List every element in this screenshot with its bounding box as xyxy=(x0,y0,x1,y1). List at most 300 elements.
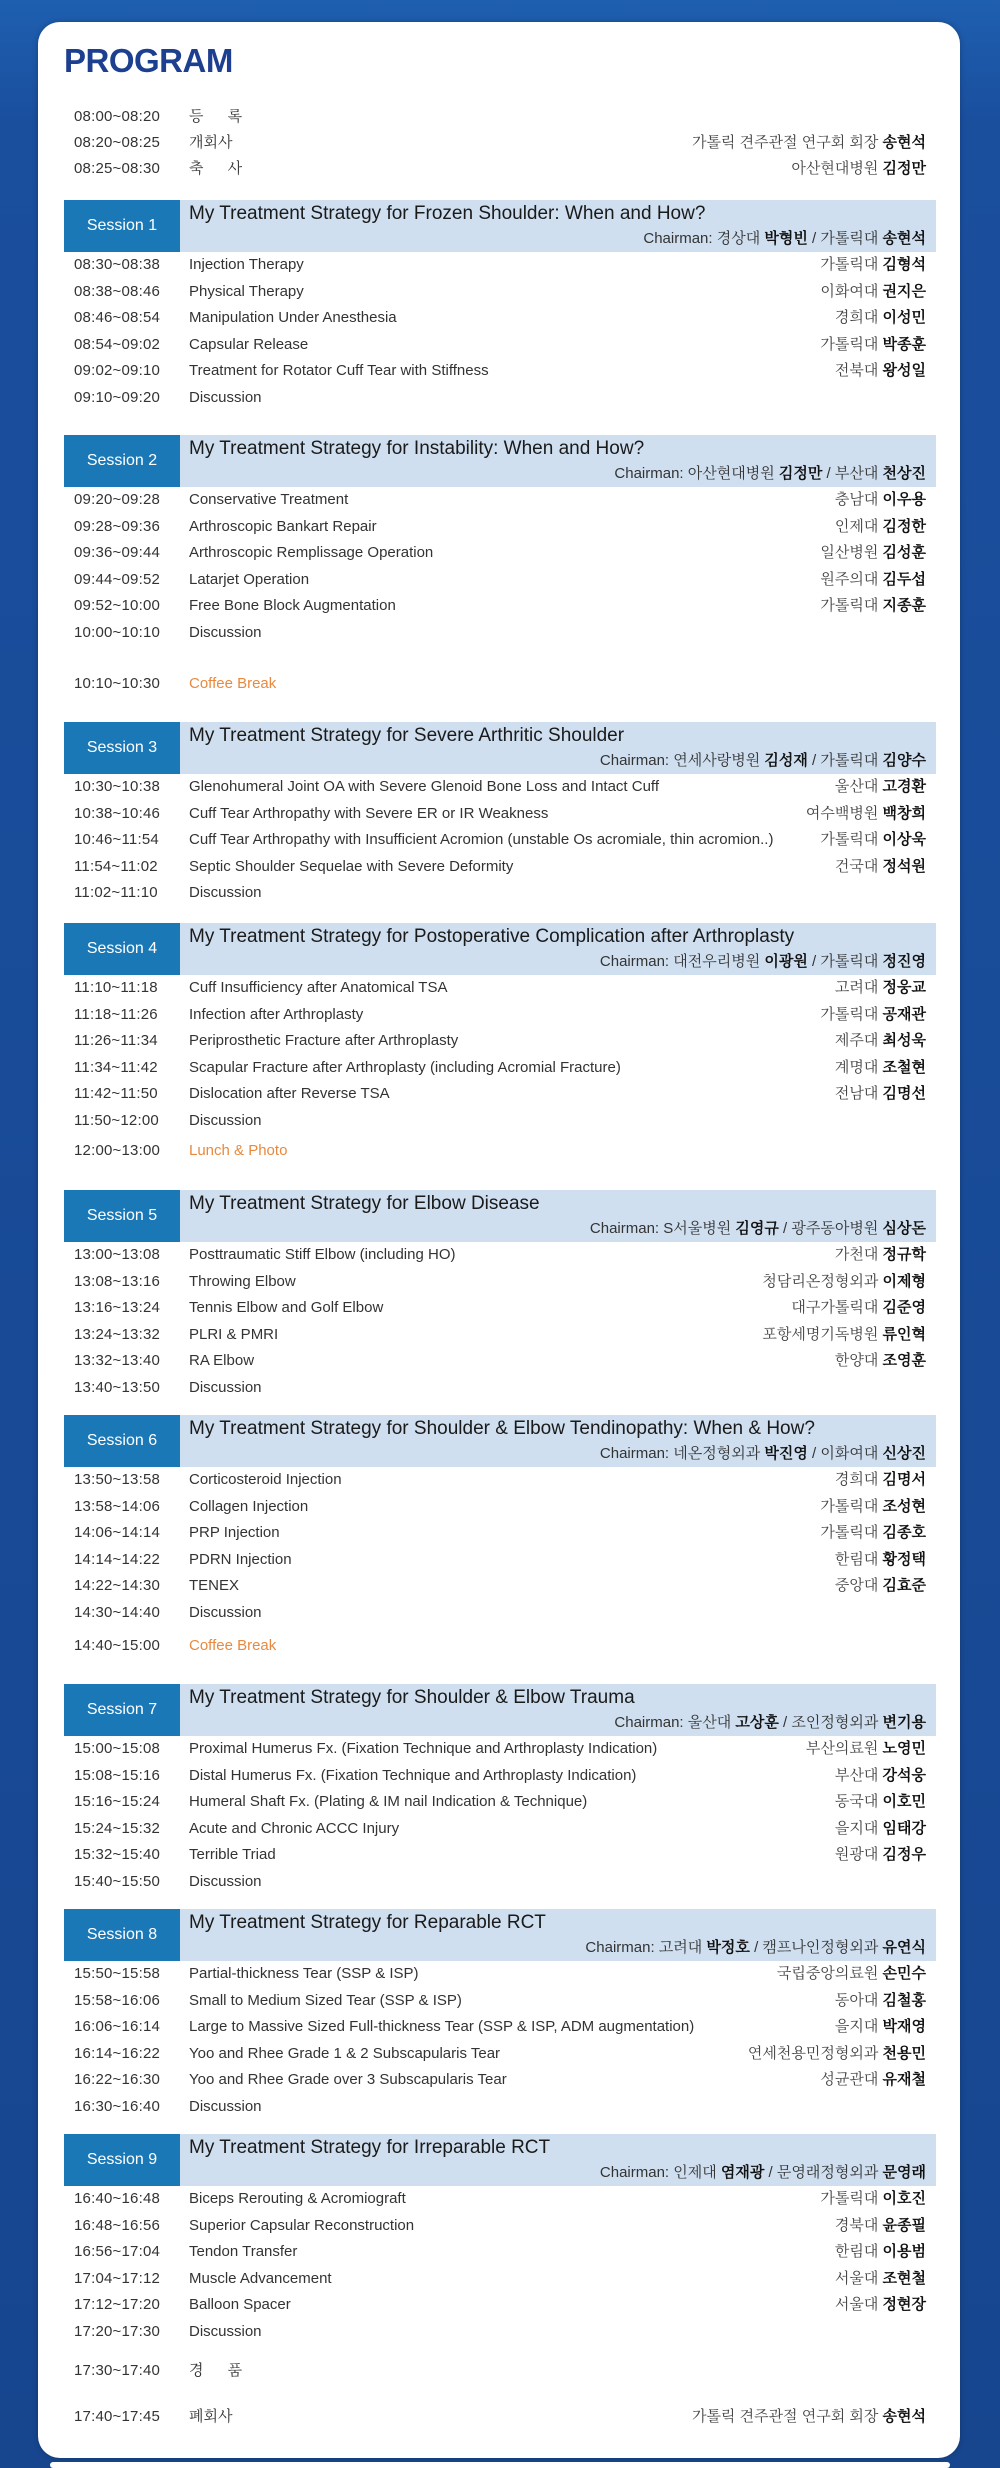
speaker-name: 천용민 xyxy=(882,2044,926,2062)
chairman-name: 박진영 xyxy=(764,1445,808,1462)
chairman-affiliation: 가톨릭대 xyxy=(820,230,883,247)
speaker xyxy=(835,2213,926,2239)
speaker-affiliation: 포항세명기독병원 xyxy=(762,1325,883,1343)
session-title: My Treatment Strategy for Postoperative Complication after Arthroplasty xyxy=(189,926,795,947)
speaker-affiliation: 원주의대 xyxy=(820,570,883,588)
chairman-affiliation: 이화여대 xyxy=(820,1445,883,1462)
topic-title: Muscle Advancement xyxy=(189,2269,332,2287)
talk-row xyxy=(64,305,936,331)
speaker-name: 유재철 xyxy=(882,2071,926,2088)
chairman-name: 김성재 xyxy=(764,752,808,769)
speaker-name: 손민수 xyxy=(882,1965,926,1982)
speaker-affiliation: 동아대 xyxy=(834,1991,883,2009)
chairman-separator: / xyxy=(778,1220,792,1237)
speaker xyxy=(692,2404,926,2430)
time-slot: 14:06~14:14 xyxy=(74,1524,161,1541)
speaker-name: 노영민 xyxy=(882,1740,926,1757)
chairman-affiliation: 네온정형외과 xyxy=(673,1445,765,1462)
talk-row xyxy=(64,1961,936,1987)
speaker-name: 류인혁 xyxy=(882,1325,926,1343)
speaker-affiliation: 가톨릭대 xyxy=(820,1005,883,1023)
discussion-row xyxy=(64,620,936,646)
speaker-name: 백창희 xyxy=(882,804,926,822)
time-slot: 16:40~16:48 xyxy=(74,2190,161,2207)
time-slot: 17:12~17:20 xyxy=(74,2296,161,2313)
talk-row xyxy=(64,487,936,513)
session-badge: Session 7 xyxy=(64,1684,180,1736)
speaker-name: 김명선 xyxy=(882,1085,926,1102)
time-slot: 08:30~08:38 xyxy=(74,256,161,273)
speaker-affiliation: 을지대 xyxy=(834,2018,883,2035)
chairman-separator: / xyxy=(749,1939,763,1956)
topic-title: Acute and Chronic ACCC Injury xyxy=(189,1819,400,1837)
time-slot: 14:40~15:00 xyxy=(74,1637,161,1654)
topic-title: Humeral Shaft Fx. (Plating & IM nail Indication & Technique) xyxy=(189,1793,588,1810)
chairman-label: Chairman: xyxy=(614,1714,688,1731)
topic-title: 경 품 xyxy=(189,2362,253,2379)
topic-title: Infection after Arthroplasty xyxy=(189,1005,364,1023)
speaker-affiliation: 서울대 xyxy=(834,2296,883,2313)
time-slot: 13:58~14:06 xyxy=(74,1497,161,1515)
speaker xyxy=(835,305,926,331)
speaker-affiliation: 가톨릭 견주관절 연구회 회장 xyxy=(691,134,883,151)
chairman-name: 김양수 xyxy=(882,752,926,769)
session-chairman xyxy=(600,749,926,770)
talk-row xyxy=(64,1242,936,1268)
session-title: My Treatment Strategy for Shoulder & Elbow Trauma xyxy=(189,1687,635,1708)
chairman-affiliation: 인제대 xyxy=(673,2164,721,2181)
opening-row xyxy=(64,156,936,182)
time-slot: 08:20~08:25 xyxy=(74,134,161,151)
talk-row xyxy=(64,2213,936,2239)
speaker xyxy=(820,827,926,853)
time-slot: 11:02~11:10 xyxy=(74,884,158,901)
session-title-band xyxy=(180,200,936,252)
chairman-affiliation: 가톨릭대 xyxy=(820,953,883,970)
speaker xyxy=(820,252,926,278)
topic-title: Free Bone Block Augmentation xyxy=(189,597,396,614)
speaker-name: 이용범 xyxy=(882,2243,926,2260)
speaker-affiliation: 일산병원 xyxy=(820,544,883,561)
topic-title: Yoo and Rhee Grade over 3 Subscapularis Tear xyxy=(189,2071,507,2088)
speaker xyxy=(835,1842,926,1868)
speaker-affiliation: 전남대 xyxy=(834,1085,883,1102)
topic-title: RA Elbow xyxy=(189,1352,255,1369)
chairman-affiliation: 울산대 xyxy=(687,1714,736,1731)
chairman-affiliation: 캠프나인정형외과 xyxy=(762,1939,883,1956)
speaker-name: 김정만 xyxy=(882,160,926,177)
topic-title: Biceps Rerouting & Acromiograft xyxy=(189,2190,406,2207)
speaker-name: 황정택 xyxy=(882,1550,926,1568)
chairman-separator: / xyxy=(807,953,821,970)
topic-title: Arthroscopic Remplissage Operation xyxy=(189,544,434,561)
speaker-affiliation: 건국대 xyxy=(834,857,883,875)
session-badge: Session 2 xyxy=(64,435,180,487)
talk-row xyxy=(64,1789,936,1815)
topic-title: Cuff Insufficiency after Anatomical TSA xyxy=(189,979,448,996)
topic-title: Discussion xyxy=(189,1603,262,1621)
time-slot: 16:48~16:56 xyxy=(74,2216,161,2234)
speaker xyxy=(820,540,926,566)
speaker-name: 박재영 xyxy=(882,2018,926,2035)
speaker-affiliation: 성균관대 xyxy=(820,2071,883,2088)
speaker xyxy=(762,1269,926,1295)
speaker-name: 이우용 xyxy=(882,491,926,508)
session-badge: Session 4 xyxy=(64,923,180,975)
topic-title: Physical Therapy xyxy=(189,282,304,300)
speaker-name: 이호민 xyxy=(882,1793,926,1810)
time-slot: 11:34~11:42 xyxy=(74,1058,158,1076)
time-slot: 15:00~15:08 xyxy=(74,1740,161,1757)
speaker xyxy=(835,358,926,384)
chairman-name: 정진영 xyxy=(882,953,926,970)
talk-row xyxy=(64,975,936,1001)
discussion-row xyxy=(64,1869,936,1895)
topic-title: Corticosteroid Injection xyxy=(189,1471,342,1488)
talk-row xyxy=(64,1081,936,1107)
time-slot: 13:16~13:24 xyxy=(74,1299,161,1316)
speaker-affiliation: 가천대 xyxy=(834,1246,883,1263)
speaker xyxy=(820,332,926,358)
talk-row xyxy=(64,2266,936,2292)
speaker-affiliation: 충남대 xyxy=(834,491,883,508)
chairman-affiliation: 연세사랑병원 xyxy=(673,752,765,769)
speaker xyxy=(777,1961,926,1987)
speaker-name: 임태강 xyxy=(882,1819,926,1837)
speaker-affiliation: 국립중앙의료원 xyxy=(776,1965,883,1982)
speaker-affiliation: 한양대 xyxy=(834,1352,883,1369)
speaker xyxy=(835,487,926,513)
time-slot: 14:22~14:30 xyxy=(74,1577,161,1594)
time-slot: 15:16~15:24 xyxy=(74,1793,161,1810)
topic-title: Coffee Break xyxy=(189,675,277,692)
speaker-name: 고경환 xyxy=(882,778,926,795)
speaker xyxy=(820,567,926,593)
speaker-name: 이성민 xyxy=(882,309,926,326)
break-row xyxy=(64,1138,936,1164)
speaker-affiliation: 중앙대 xyxy=(834,1577,883,1594)
chairman-affiliation: 대전우리병원 xyxy=(673,953,765,970)
speaker xyxy=(835,975,926,1001)
time-slot: 17:20~17:30 xyxy=(74,2322,161,2340)
chairman-name: 변기용 xyxy=(882,1714,926,1731)
speaker-affiliation: 경북대 xyxy=(834,2216,883,2234)
speaker-name: 김두섭 xyxy=(882,570,926,588)
talk-row xyxy=(64,1842,936,1868)
talk-row xyxy=(64,774,936,800)
speaker-affiliation: 인제대 xyxy=(834,517,883,535)
time-slot: 16:56~17:04 xyxy=(74,2243,161,2260)
time-slot: 11:26~11:34 xyxy=(74,1032,158,1049)
speaker-affiliation: 부산의료원 xyxy=(805,1740,883,1757)
speaker xyxy=(835,1242,926,1268)
talk-row xyxy=(64,2239,936,2265)
chairman-separator: / xyxy=(778,1714,792,1731)
speaker-affiliation: 여수백병원 xyxy=(805,804,883,822)
time-slot: 15:58~16:06 xyxy=(74,1991,161,2009)
talk-row xyxy=(64,854,936,880)
opening-row xyxy=(64,130,936,156)
time-slot: 09:44~09:52 xyxy=(74,570,161,588)
talk-row xyxy=(64,1269,936,1295)
page-title: PROGRAM xyxy=(64,42,233,79)
speaker-name: 정석원 xyxy=(882,857,926,875)
session-badge: Session 8 xyxy=(64,1909,180,1961)
chairman-affiliation: 부산대 xyxy=(834,465,883,482)
topic-title: Tennis Elbow and Golf Elbow xyxy=(189,1299,384,1316)
speaker-name: 김형석 xyxy=(882,256,926,273)
session-title-band xyxy=(180,1190,936,1242)
chairman-name: 이광원 xyxy=(764,953,808,970)
time-slot: 15:24~15:32 xyxy=(74,1819,161,1837)
chairman-label: Chairman: xyxy=(614,465,688,482)
speaker-name: 정웅교 xyxy=(882,979,926,996)
speaker xyxy=(762,1322,926,1348)
topic-title: Proximal Humerus Fx. (Fixation Technique and Arthroplasty Indication) xyxy=(189,1740,658,1757)
chairman-separator: / xyxy=(807,230,821,247)
speaker xyxy=(835,1816,926,1842)
topic-title: Cuff Tear Arthropathy with Severe ER or IR Weakness xyxy=(189,804,549,822)
talk-row xyxy=(64,593,936,619)
speaker-name: 김명서 xyxy=(882,1471,926,1488)
session-header xyxy=(64,1684,936,1736)
time-slot: 14:14~14:22 xyxy=(74,1550,161,1568)
speaker-affiliation: 서울대 xyxy=(834,2269,883,2287)
topic-title: Distal Humerus Fx. (Fixation Technique and Arthroplasty Indication) xyxy=(189,1766,637,1784)
speaker-name: 강석웅 xyxy=(882,1766,926,1784)
topic-title: Discussion xyxy=(189,623,262,641)
speaker xyxy=(835,854,926,880)
speaker xyxy=(835,2292,926,2318)
time-slot: 09:10~09:20 xyxy=(74,388,161,406)
session-title: My Treatment Strategy for Irreparable RCT xyxy=(189,2137,551,2158)
opening-row xyxy=(64,104,936,130)
speaker-name: 공재관 xyxy=(882,1005,926,1023)
chairman-affiliation: 가톨릭대 xyxy=(820,752,883,769)
talk-row xyxy=(64,332,936,358)
closing-row xyxy=(64,2404,936,2430)
speaker-affiliation: 연세천용민정형외과 xyxy=(747,2044,883,2062)
topic-title: Discussion xyxy=(189,2322,262,2340)
speaker-name: 정현장 xyxy=(882,2296,926,2313)
discussion-row xyxy=(64,880,936,906)
time-slot: 10:46~11:54 xyxy=(74,831,159,848)
chairman-affiliation: 경상대 xyxy=(716,230,765,247)
speaker xyxy=(806,1736,926,1762)
session-chairman xyxy=(614,462,926,483)
speaker xyxy=(835,1348,926,1374)
talk-row xyxy=(64,1055,936,1081)
speaker xyxy=(835,1055,926,1081)
topic-title: Discussion xyxy=(189,2097,262,2115)
time-slot: 09:28~09:36 xyxy=(74,517,161,535)
talk-row xyxy=(64,1322,936,1348)
talk-row xyxy=(64,1573,936,1599)
talk-row xyxy=(64,2292,936,2318)
speaker-affiliation: 가톨릭대 xyxy=(820,335,883,353)
chairman-name: 심상돈 xyxy=(882,1220,926,1237)
speaker-affiliation: 한림대 xyxy=(834,1550,883,1568)
speaker xyxy=(748,2041,926,2067)
speaker-affiliation: 동국대 xyxy=(834,1793,883,1810)
break-row xyxy=(64,671,936,697)
topic-title: Capsular Release xyxy=(189,335,309,353)
speaker-affiliation: 가톨릭대 xyxy=(820,1524,883,1541)
topic-title: PRP Injection xyxy=(189,1524,280,1541)
talk-row xyxy=(64,1295,936,1321)
speaker xyxy=(692,130,926,156)
topic-title: Discussion xyxy=(189,1378,262,1396)
session-title-band xyxy=(180,435,936,487)
talk-row xyxy=(64,1816,936,1842)
speaker-affiliation: 고려대 xyxy=(834,979,883,996)
closing-row xyxy=(64,2358,936,2384)
chairman-name: 박형빈 xyxy=(764,230,808,247)
talk-row xyxy=(64,1763,936,1789)
talk-row xyxy=(64,1028,936,1054)
topic-title: Cuff Tear Arthropathy with Insufficient Acromion (unstable Os acromiale, thin acromion..) xyxy=(189,831,774,848)
speaker-affiliation: 이화여대 xyxy=(820,282,883,300)
speaker xyxy=(835,1028,926,1054)
session-title-band xyxy=(180,2134,936,2186)
session-title: My Treatment Strategy for Elbow Disease xyxy=(189,1193,540,1214)
talk-row xyxy=(64,2014,936,2040)
session-chairman xyxy=(600,2161,926,2182)
time-slot: 10:38~10:46 xyxy=(74,804,161,822)
chairman-label: Chairman: xyxy=(585,1939,659,1956)
topic-title: Posttraumatic Stiff Elbow (including HO) xyxy=(189,1246,456,1263)
topic-title: 축 사 xyxy=(189,160,253,177)
talk-row xyxy=(64,1547,936,1573)
speaker-affiliation: 경희대 xyxy=(834,1471,883,1488)
talk-row xyxy=(64,567,936,593)
chairman-name: 염재광 xyxy=(720,2164,765,2181)
topic-title: Terrible Triad xyxy=(189,1846,276,1863)
talk-row xyxy=(64,1494,936,1520)
talk-row xyxy=(64,1348,936,1374)
time-slot: 08:38~08:46 xyxy=(74,282,161,300)
topic-title: Conservative Treatment xyxy=(189,491,349,508)
discussion-row xyxy=(64,1108,936,1134)
speaker-affiliation: 계명대 xyxy=(834,1058,883,1076)
speaker-affiliation: 한림대 xyxy=(834,2243,883,2260)
speaker-affiliation: 가톨릭대 xyxy=(820,831,883,848)
topic-title: Partial-thickness Tear (SSP & ISP) xyxy=(189,1965,419,1982)
time-slot: 10:00~10:10 xyxy=(74,623,161,641)
time-slot: 11:10~11:18 xyxy=(74,979,158,996)
chairman-name: 신상진 xyxy=(882,1445,926,1462)
topic-title: Periprosthetic Fracture after Arthroplasty xyxy=(189,1032,459,1049)
program-card xyxy=(38,22,960,2458)
topic-title: Discussion xyxy=(189,388,262,406)
topic-title: Superior Capsular Reconstruction xyxy=(189,2216,415,2234)
speaker-affiliation: 경희대 xyxy=(834,309,883,326)
discussion-row xyxy=(64,1600,936,1626)
chairman-name: 문영래 xyxy=(882,2164,926,2181)
session-chairman xyxy=(585,1936,926,1957)
session-chairman xyxy=(590,1217,926,1238)
time-slot: 13:32~13:40 xyxy=(74,1352,161,1369)
time-slot: 12:00~13:00 xyxy=(74,1142,161,1159)
speaker-name: 송현석 xyxy=(882,134,926,151)
speaker-name: 김철홍 xyxy=(882,1991,926,2009)
talk-row xyxy=(64,514,936,540)
chairman-affiliation: 아산현대병원 xyxy=(687,465,779,482)
chairman-affiliation: 문영래정형외과 xyxy=(776,2164,883,2181)
session-badge: Session 5 xyxy=(64,1190,180,1242)
talk-row xyxy=(64,358,936,384)
time-slot: 16:22~16:30 xyxy=(74,2071,161,2088)
session-title: My Treatment Strategy for Instability: When and How? xyxy=(189,438,645,459)
discussion-row xyxy=(64,1375,936,1401)
chairman-label: Chairman: xyxy=(589,1220,664,1237)
topic-title: Collagen Injection xyxy=(189,1497,309,1515)
speaker-name: 지종훈 xyxy=(882,597,926,614)
topic-title: Coffee Break xyxy=(189,1637,277,1654)
speaker-name: 권지은 xyxy=(882,282,926,300)
speaker-name: 송현석 xyxy=(882,2408,926,2425)
time-slot: 09:52~10:00 xyxy=(74,597,161,614)
time-slot: 17:04~17:12 xyxy=(74,2269,161,2287)
session-title-band xyxy=(180,1684,936,1736)
talk-row xyxy=(64,540,936,566)
speaker xyxy=(820,279,926,305)
speaker xyxy=(835,1547,926,1573)
time-slot: 08:00~08:20 xyxy=(74,108,161,125)
time-slot: 09:20~09:28 xyxy=(74,491,161,508)
time-slot: 17:30~17:40 xyxy=(74,2362,161,2379)
time-slot: 11:50~12:00 xyxy=(74,1111,159,1129)
speaker-affiliation: 제주대 xyxy=(834,1032,883,1049)
chairman-name: 김영규 xyxy=(735,1220,779,1237)
speaker-name: 김성훈 xyxy=(882,544,926,561)
speaker-affiliation: 아산현대병원 xyxy=(791,160,883,177)
speaker xyxy=(820,1520,926,1546)
session-badge: Session 9 xyxy=(64,2134,180,2186)
topic-title: 등 록 xyxy=(189,108,253,125)
speaker-name: 왕성일 xyxy=(882,362,926,379)
time-slot: 16:14~16:22 xyxy=(74,2044,161,2062)
chairman-name: 김정만 xyxy=(778,465,823,482)
speaker-name: 조현철 xyxy=(882,2269,926,2287)
session-header xyxy=(64,1415,936,1467)
session-title-band xyxy=(180,923,936,975)
speaker-name: 김종호 xyxy=(882,1524,926,1541)
talk-row xyxy=(64,1520,936,1546)
topic-title: Yoo and Rhee Grade 1 & 2 Subscapularis Tear xyxy=(189,2044,501,2062)
session-badge: Session 3 xyxy=(64,722,180,774)
chairman-label: Chairman: xyxy=(643,230,717,247)
chairman-separator: / xyxy=(822,465,835,482)
topic-title: Discussion xyxy=(189,884,262,901)
speaker xyxy=(835,1467,926,1493)
session-chairman xyxy=(643,227,926,248)
chairman-label: Chairman: xyxy=(599,752,674,769)
time-slot: 08:54~09:02 xyxy=(74,335,161,353)
topic-title: Dislocation after Reverse TSA xyxy=(189,1085,390,1102)
speaker-affiliation: 가톨릭대 xyxy=(820,256,883,273)
time-slot: 15:32~15:40 xyxy=(74,1846,161,1863)
topic-title: Septic Shoulder Sequelae with Severe Deformity xyxy=(189,857,514,875)
speaker xyxy=(820,2067,926,2093)
session-header xyxy=(64,435,936,487)
session-header xyxy=(64,722,936,774)
speaker-name: 최성욱 xyxy=(882,1032,926,1049)
speaker xyxy=(835,1988,926,2014)
session-title: My Treatment Strategy for Frozen Shoulder: When and How? xyxy=(189,203,706,224)
session-chairman xyxy=(614,1711,926,1732)
speaker xyxy=(820,2186,926,2212)
